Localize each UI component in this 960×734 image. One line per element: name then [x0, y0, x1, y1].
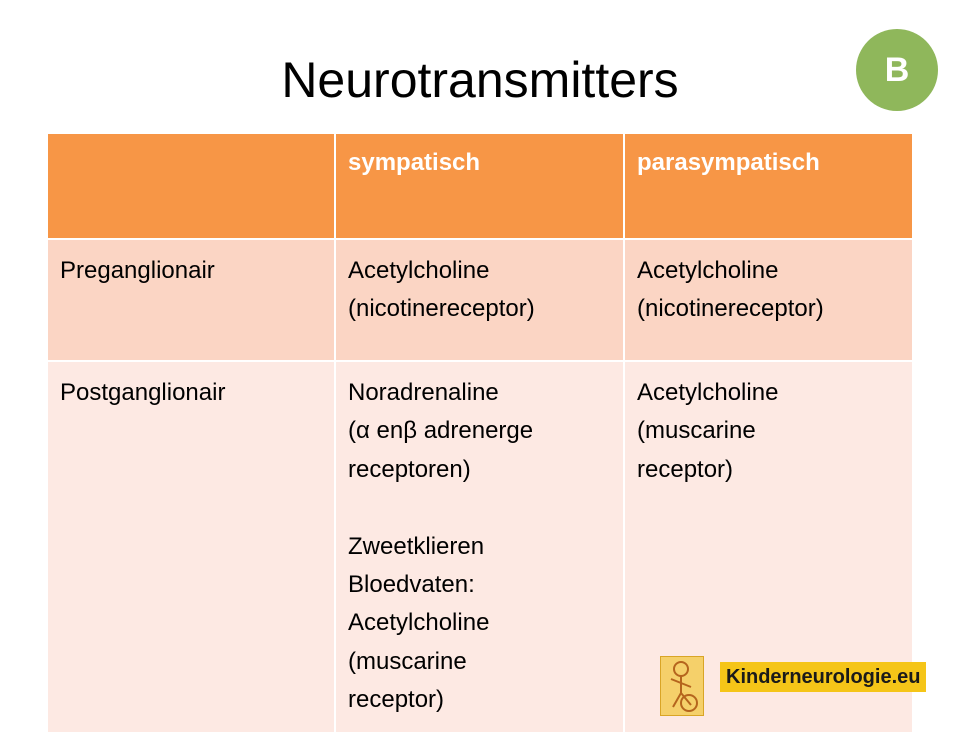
cell-sympatisch: Noradrenaline (α enβ adrenerge receptoren) Zweetklieren Bloedvaten: Acetylcholine (muscarine receptor) — [335, 361, 624, 733]
neurotransmitter-table — [46, 132, 914, 734]
table-header-row — [47, 133, 913, 239]
logo-text: Kinderneurologie.eu — [720, 662, 926, 692]
header-cell-sympatisch: sympatisch — [335, 133, 624, 239]
slide-title: Neurotransmitters — [281, 52, 679, 108]
site-logo — [660, 656, 930, 716]
cell-parasympatisch: Acetylcholine (muscarine receptor) — [624, 361, 913, 733]
header-cell-parasympatisch: parasympatisch — [624, 133, 913, 239]
cell-sympatisch: Acetylcholine (nicotinereceptor) — [335, 239, 624, 361]
child-figure-icon — [660, 656, 704, 716]
row-label: Preganglionair — [47, 239, 335, 361]
cell-parasympatisch: Acetylcholine (nicotinereceptor) — [624, 239, 913, 361]
row-label: Postganglionair — [47, 361, 335, 733]
slide-badge: B — [856, 29, 938, 111]
table-row-preganglionair — [47, 239, 913, 361]
header-cell-empty — [47, 133, 335, 239]
